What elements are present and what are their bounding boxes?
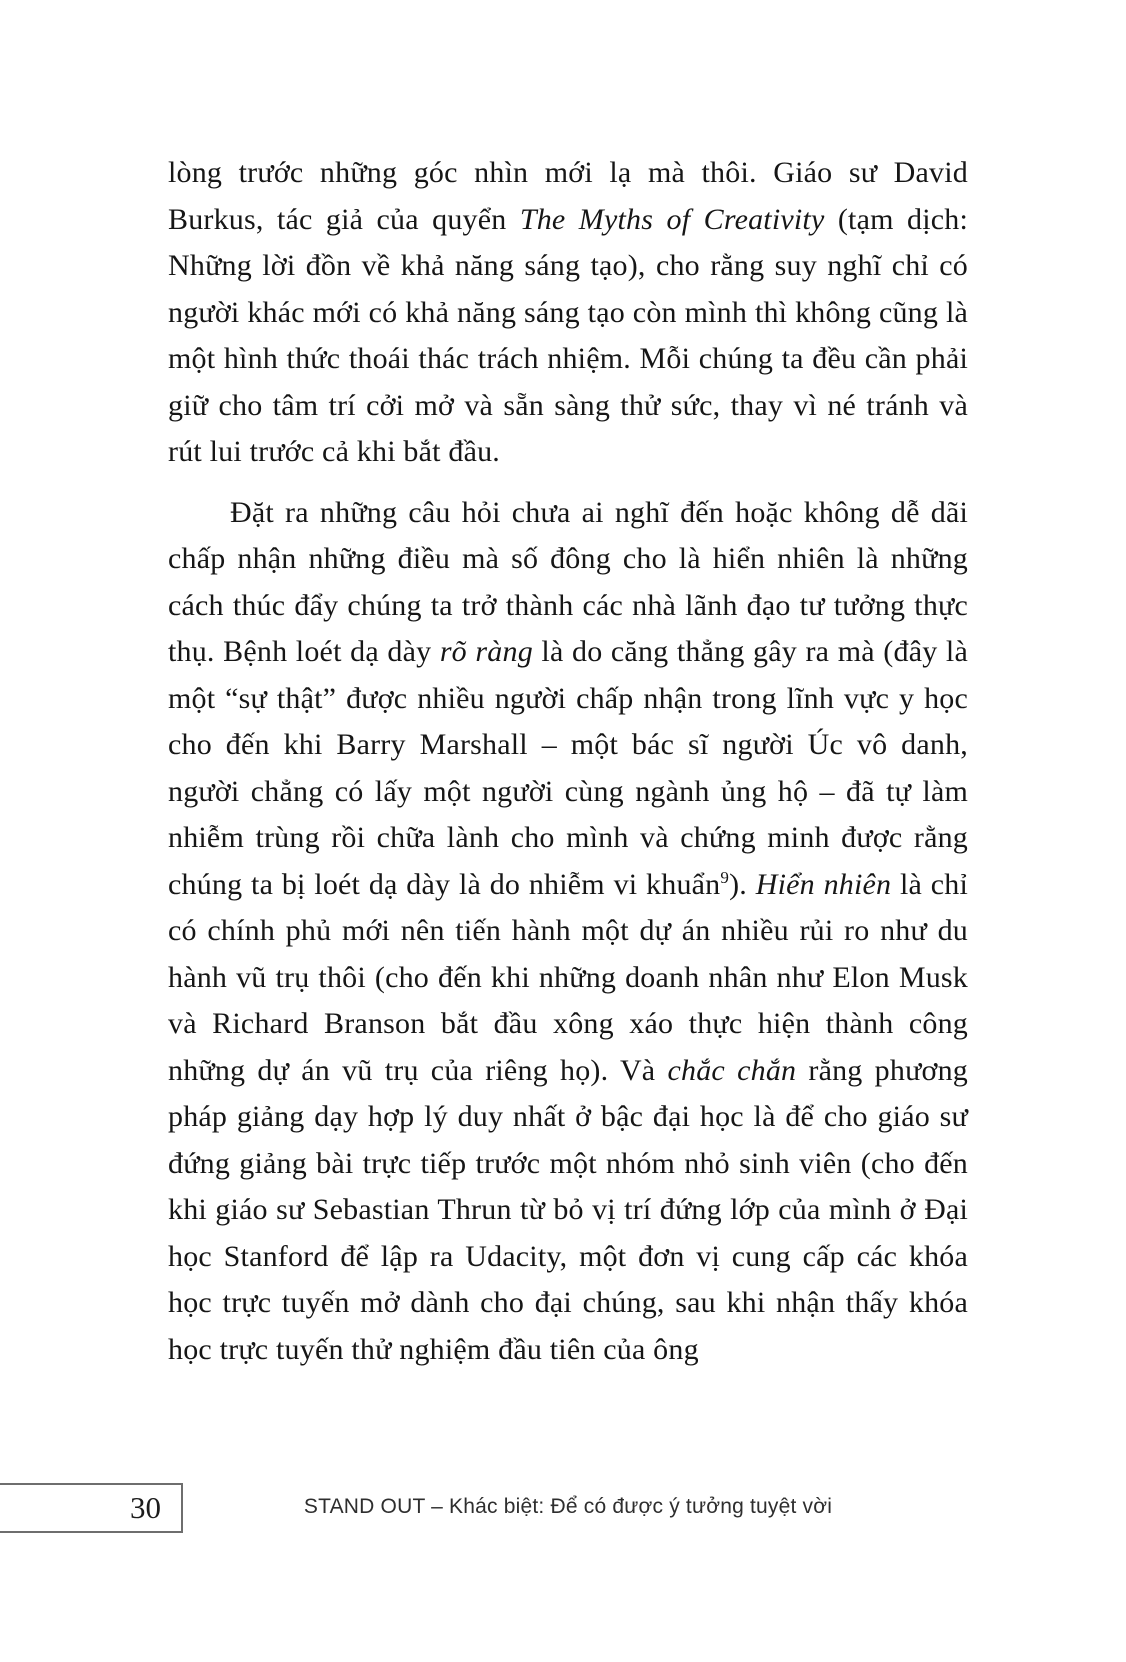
paragraph: [168, 490, 968, 1374]
body-text: là chỉ có chính phủ mới nên tiến hành một dự án nhiều rủi ro như du hành vũ trụ thôi (cho đến khi những doanh nhân như Elon Musk và Richard Branson bắt đầu xông xáo thực hiện thành công những dự án vũ trụ của riêng họ). Và: [168, 867, 969, 1087]
page-footer: [0, 1483, 1126, 1535]
emphasis-italic: Hiển nhiên: [755, 867, 892, 901]
footnote-marker: 9: [720, 867, 730, 887]
body-text-block: [168, 150, 968, 1373]
page-number: 30: [130, 1490, 161, 1525]
body-text: lòng trước những góc nhìn mới lạ mà thôi. Giáo sư David Burkus, tác giả của quyển: [168, 156, 968, 236]
body-text: rằng phương pháp giảng dạy hợp lý duy nhất ở bậc đại học là để cho giáo sư đứng giảng bài trực tiếp trước một nhóm nhỏ sinh viên (cho đến khi giáo sư Sebastian Thrun từ bỏ vị trí đứng lớp của mình ở Đại học Stanford để lập ra Udacity, một đơn vị cung cấp các khóa học trực tuyến mở dành cho đại chúng, sau khi nhận thấy khóa học trực tuyến thử nghiệm đầu tiên của ông: [168, 1053, 968, 1366]
book-title-italic: The Myths of Creativity: [519, 202, 825, 236]
footer-running-title: STAND OUT – Khác biệt: Để có được ý tưởng tuyệt vời: [303, 1495, 833, 1518]
body-text: Đặt ra những câu hỏi chưa ai nghĩ đến hoặc không dễ dãi chấp nhận những điều mà số đông cho là hiển nhiên là những cách thúc đẩy chúng ta trở thành các nhà lãnh đạo tư tưởng thực thụ. Bệnh loét dạ dày: [168, 495, 968, 668]
body-text: là do căng thẳng gây ra mà (đây là một “sự thật” được nhiều người chấp nhận trong lĩnh vực y học cho đến khi Barry Marshall – một bác sĩ người Úc vô danh, người chẳng có lấy một người cùng ngành ủng hộ – đã tự làm nhiễm trùng rồi chữa lành cho mình và chứng minh được rằng chúng ta bị loét dạ dày là do nhiễm vi khuẩn: [168, 635, 968, 901]
paragraph: [168, 150, 968, 476]
page-number-box: [0, 1483, 183, 1533]
emphasis-italic: chắc chắn: [667, 1053, 797, 1087]
body-text: ).: [729, 867, 756, 901]
emphasis-italic: rõ ràng: [439, 635, 533, 668]
body-text: (tạm dịch: Những lời đồn về khả năng sáng tạo), cho rằng suy nghĩ chỉ có người khác mới có khả năng sáng tạo còn mình thì không cũng là một hình thức thoái thác trách nhiệm. Mỗi chúng ta đều cần phải giữ cho tâm trí cởi mở và sẵn sàng thử sức, thay vì né tránh và rút lui trước cả khi bắt đầu.: [168, 202, 969, 468]
